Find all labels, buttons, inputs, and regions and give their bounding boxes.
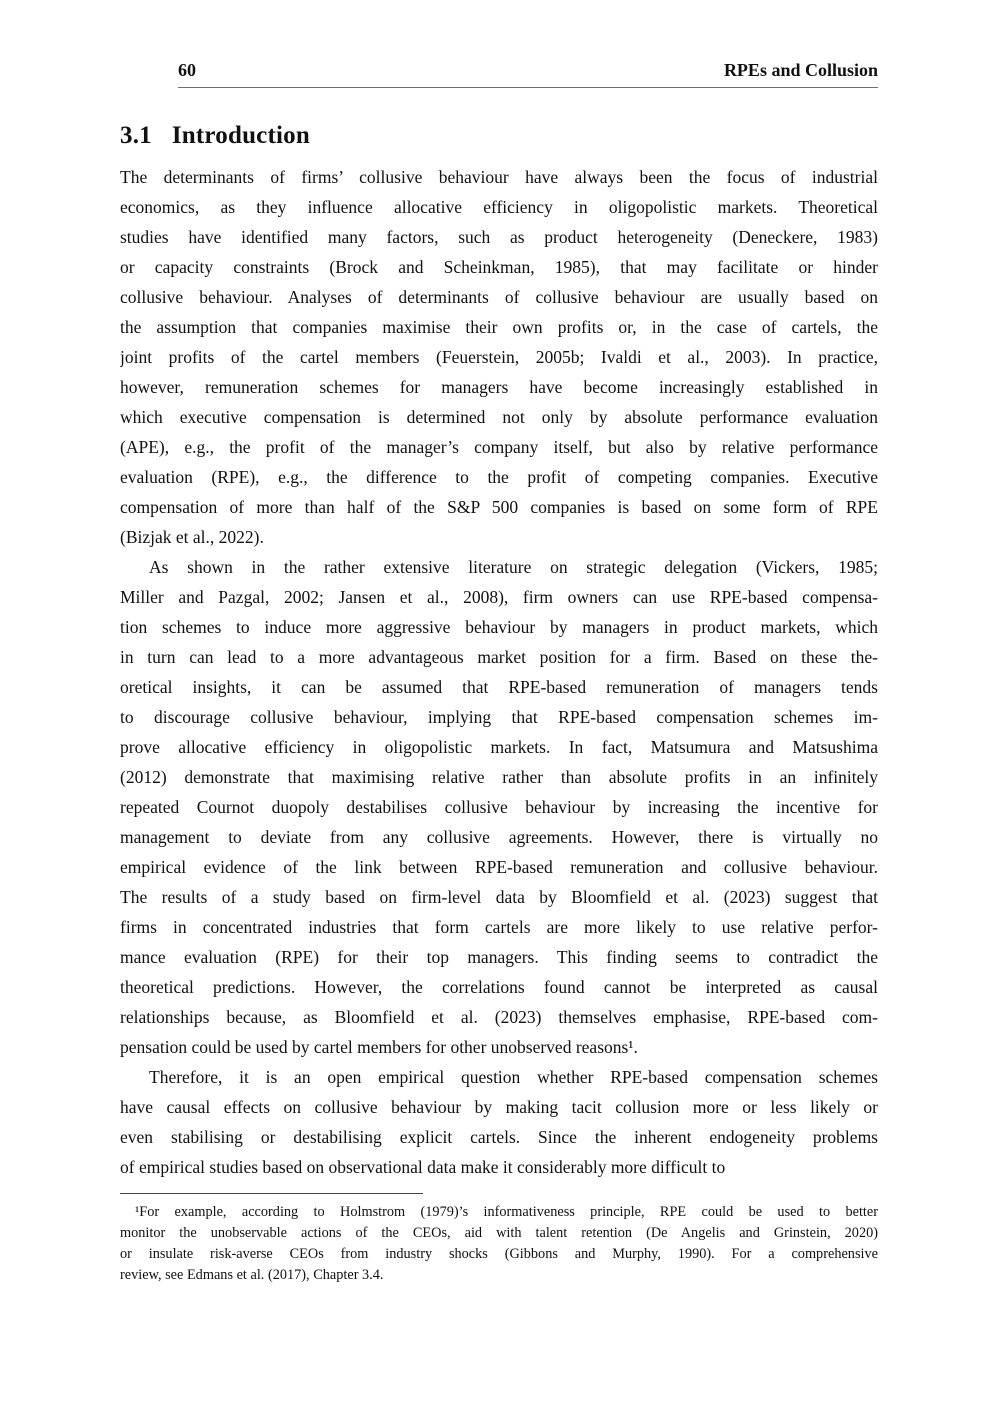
running-title: RPEs and Collusion	[723, 60, 878, 80]
text-line: mance evaluation (RPE) for their top managers. This finding seems to contradict the	[120, 947, 878, 967]
text-line: oretical insights, it can be assumed that RPE-based remuneration of managers tends	[120, 677, 878, 697]
paragraph	[120, 1062, 878, 1182]
text-line: tion schemes to induce more aggressive behaviour by managers in product markets, which	[120, 617, 878, 637]
text-line: Therefore, it is an open empirical question whether RPE-based compensation schemes	[149, 1067, 878, 1087]
text-line: have causal effects on collusive behaviour by making tacit collusion more or less likely or	[120, 1097, 878, 1117]
page-number: 60	[178, 60, 196, 80]
text-line: however, remuneration schemes for managers have become increasingly established in	[120, 377, 878, 397]
text-line: in turn can lead to a more advantageous market position for a firm. Based on these the-	[120, 647, 878, 667]
text-line: management to deviate from any collusive agreements. However, there is virtually no	[120, 827, 878, 847]
text-line: pensation could be used by cartel members for other unobserved reasons¹.	[120, 1037, 638, 1057]
text-line: The determinants of firms’ collusive behaviour have always been the focus of industrial	[120, 167, 878, 187]
text-line: As shown in the rather extensive literature on strategic delegation (Vickers, 1985;	[149, 557, 878, 577]
section-title: Introduction	[171, 122, 310, 149]
text-line: studies have identified many factors, such as product heterogeneity (Deneckere, 1983)	[120, 227, 878, 247]
paragraph	[120, 162, 878, 552]
text-line: joint profits of the cartel members (Feuerstein, 2005b; Ivaldi et al., 2003). In practice,	[120, 347, 878, 367]
text-line: even stabilising or destabilising explicit cartels. Since the inherent endogeneity problems	[120, 1127, 878, 1147]
text-line: ¹For example, according to Holmstrom (1979)’s informativeness principle, RPE could be used to better	[135, 1204, 878, 1220]
text-line: empirical evidence of the link between RPE-based remuneration and collusive behaviour.	[120, 857, 878, 877]
footnote-rule	[120, 1193, 423, 1194]
text-line: theoretical predictions. However, the correlations found cannot be interpreted as causal	[120, 977, 878, 997]
text-line: relationships because, as Bloomfield et al. (2023) themselves emphasise, RPE-based com-	[120, 1007, 878, 1027]
section-number: 3.1	[120, 122, 152, 149]
text-line: of empirical studies based on observational data make it considerably more difficult to	[120, 1157, 726, 1177]
text-line: which executive compensation is determined not only by absolute performance evaluation	[120, 407, 878, 427]
text-line: or capacity constraints (Brock and Scheinkman, 1985), that may facilitate or hinder	[120, 257, 878, 277]
body-text	[120, 162, 878, 1182]
text-line: The results of a study based on firm-level data by Bloomfield et al. (2023) suggest that	[120, 887, 878, 907]
text-line: (APE), e.g., the profit of the manager’s company itself, but also by relative performance	[120, 437, 878, 457]
footnote	[120, 1202, 878, 1286]
text-line: review, see Edmans et al. (2017), Chapter 3.4.	[120, 1267, 384, 1283]
text-line: (2012) demonstrate that maximising relative rather than absolute profits in an infinitely	[120, 767, 878, 787]
running-header	[178, 60, 878, 88]
text-line: (Bizjak et al., 2022).	[120, 527, 264, 547]
text-line: the assumption that companies maximise their own profits or, in the case of cartels, the	[120, 317, 878, 337]
text-line: firms in concentrated industries that form cartels are more likely to use relative perfor-	[120, 917, 878, 937]
text-line: evaluation (RPE), e.g., the difference to the profit of competing companies. Executive	[120, 467, 878, 487]
text-line: monitor the unobservable actions of the CEOs, aid with talent retention (De Angelis and Grinstein, 2020)	[120, 1225, 878, 1241]
text-line: prove allocative efficiency in oligopolistic markets. In fact, Matsumura and Matsushima	[120, 737, 878, 757]
text-line: economics, as they influence allocative efficiency in oligopolistic markets. Theoretical	[120, 197, 878, 217]
text-line: repeated Cournot duopoly destabilises collusive behaviour by increasing the incentive for	[120, 797, 878, 817]
footnote-text	[120, 1202, 878, 1286]
text-line: compensation of more than half of the S&P 500 companies is based on some form of RPE	[120, 497, 878, 517]
text-line: to discourage collusive behaviour, implying that RPE-based compensation schemes im-	[120, 707, 878, 727]
text-line: collusive behaviour. Analyses of determinants of collusive behaviour are usually based on	[120, 287, 878, 307]
text-line: Miller and Pazgal, 2002; Jansen et al., 2008), firm owners can use RPE-based compensa-	[120, 587, 878, 607]
text-line: or insulate risk-averse CEOs from industry shocks (Gibbons and Murphy, 1990). For a comprehensive	[120, 1246, 878, 1262]
section-heading	[120, 122, 310, 150]
paragraph	[120, 552, 878, 1062]
